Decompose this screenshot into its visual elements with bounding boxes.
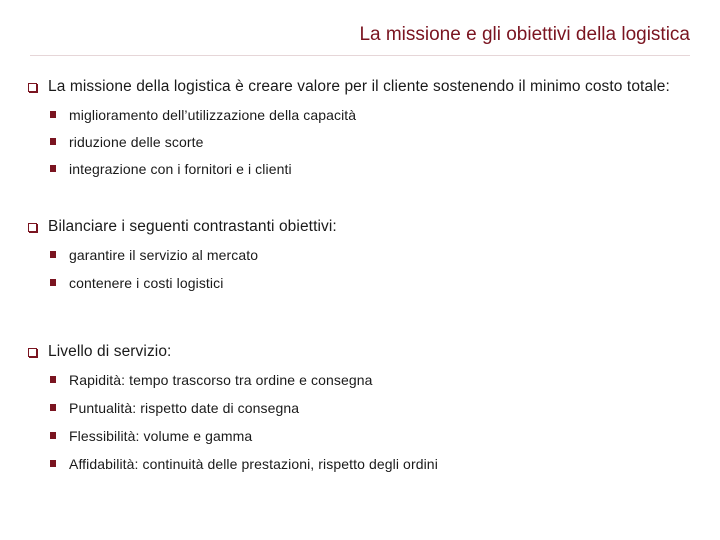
sub-bullet-item [28, 105, 698, 125]
sub-bullet-item [28, 398, 698, 418]
filled-square-icon [50, 251, 56, 258]
bullet-section-objectives [28, 217, 698, 293]
slide-title: La missione e gli obiettivi della logistica [359, 24, 690, 45]
sub-bullet-text: garantire il servizio al mercato [69, 247, 259, 263]
bullet-text: Bilanciare i seguenti contrastanti obiettivi: [48, 218, 337, 235]
bullet-text: Livello di servizio: [48, 343, 172, 360]
sub-bullet-text: Puntualità: rispetto date di consegna [69, 400, 300, 416]
sub-bullet-item [28, 370, 698, 390]
sub-bullet-item [28, 132, 698, 152]
sub-bullet-text: Rapidità: tempo trascorso tra ordine e consegna [69, 372, 373, 388]
filled-square-icon [50, 432, 56, 439]
sub-bullet-list [28, 245, 698, 293]
bullet-item [28, 77, 698, 97]
sub-bullet-text: miglioramento dell’utilizzazione della capacità [69, 107, 357, 123]
filled-square-icon [50, 404, 56, 411]
sub-bullet-item [28, 426, 698, 446]
filled-square-icon [50, 111, 56, 118]
sub-bullet-item [28, 273, 698, 293]
sub-bullet-item [28, 245, 698, 265]
sub-bullet-text: Affidabilità: continuità delle prestazioni, rispetto degli ordini [69, 456, 438, 472]
hollow-square-icon [28, 348, 37, 357]
filled-square-icon [50, 165, 56, 172]
filled-square-icon [50, 376, 56, 383]
hollow-square-icon [28, 83, 37, 92]
hollow-square-icon [28, 223, 37, 232]
sub-bullet-item [28, 454, 698, 474]
sub-bullet-text: Flessibilità: volume e gamma [69, 428, 253, 444]
filled-square-icon [50, 138, 56, 145]
sub-bullet-list [28, 105, 698, 179]
filled-square-icon [50, 279, 56, 286]
title-divider [30, 55, 690, 56]
bullet-section-mission [28, 77, 698, 179]
filled-square-icon [50, 460, 56, 467]
bullet-text: La missione della logistica è creare valore per il cliente sostenendo il minimo costo totale: [48, 78, 670, 95]
sub-bullet-list [28, 370, 698, 474]
sub-bullet-text: riduzione delle scorte [69, 134, 204, 150]
sub-bullet-item [28, 159, 698, 179]
bullet-item [28, 217, 698, 237]
sub-bullet-text: contenere i costi logistici [69, 275, 224, 291]
bullet-section-service-level [28, 342, 698, 474]
sub-bullet-text: integrazione con i fornitori e i clienti [69, 161, 292, 177]
bullet-item [28, 342, 698, 362]
